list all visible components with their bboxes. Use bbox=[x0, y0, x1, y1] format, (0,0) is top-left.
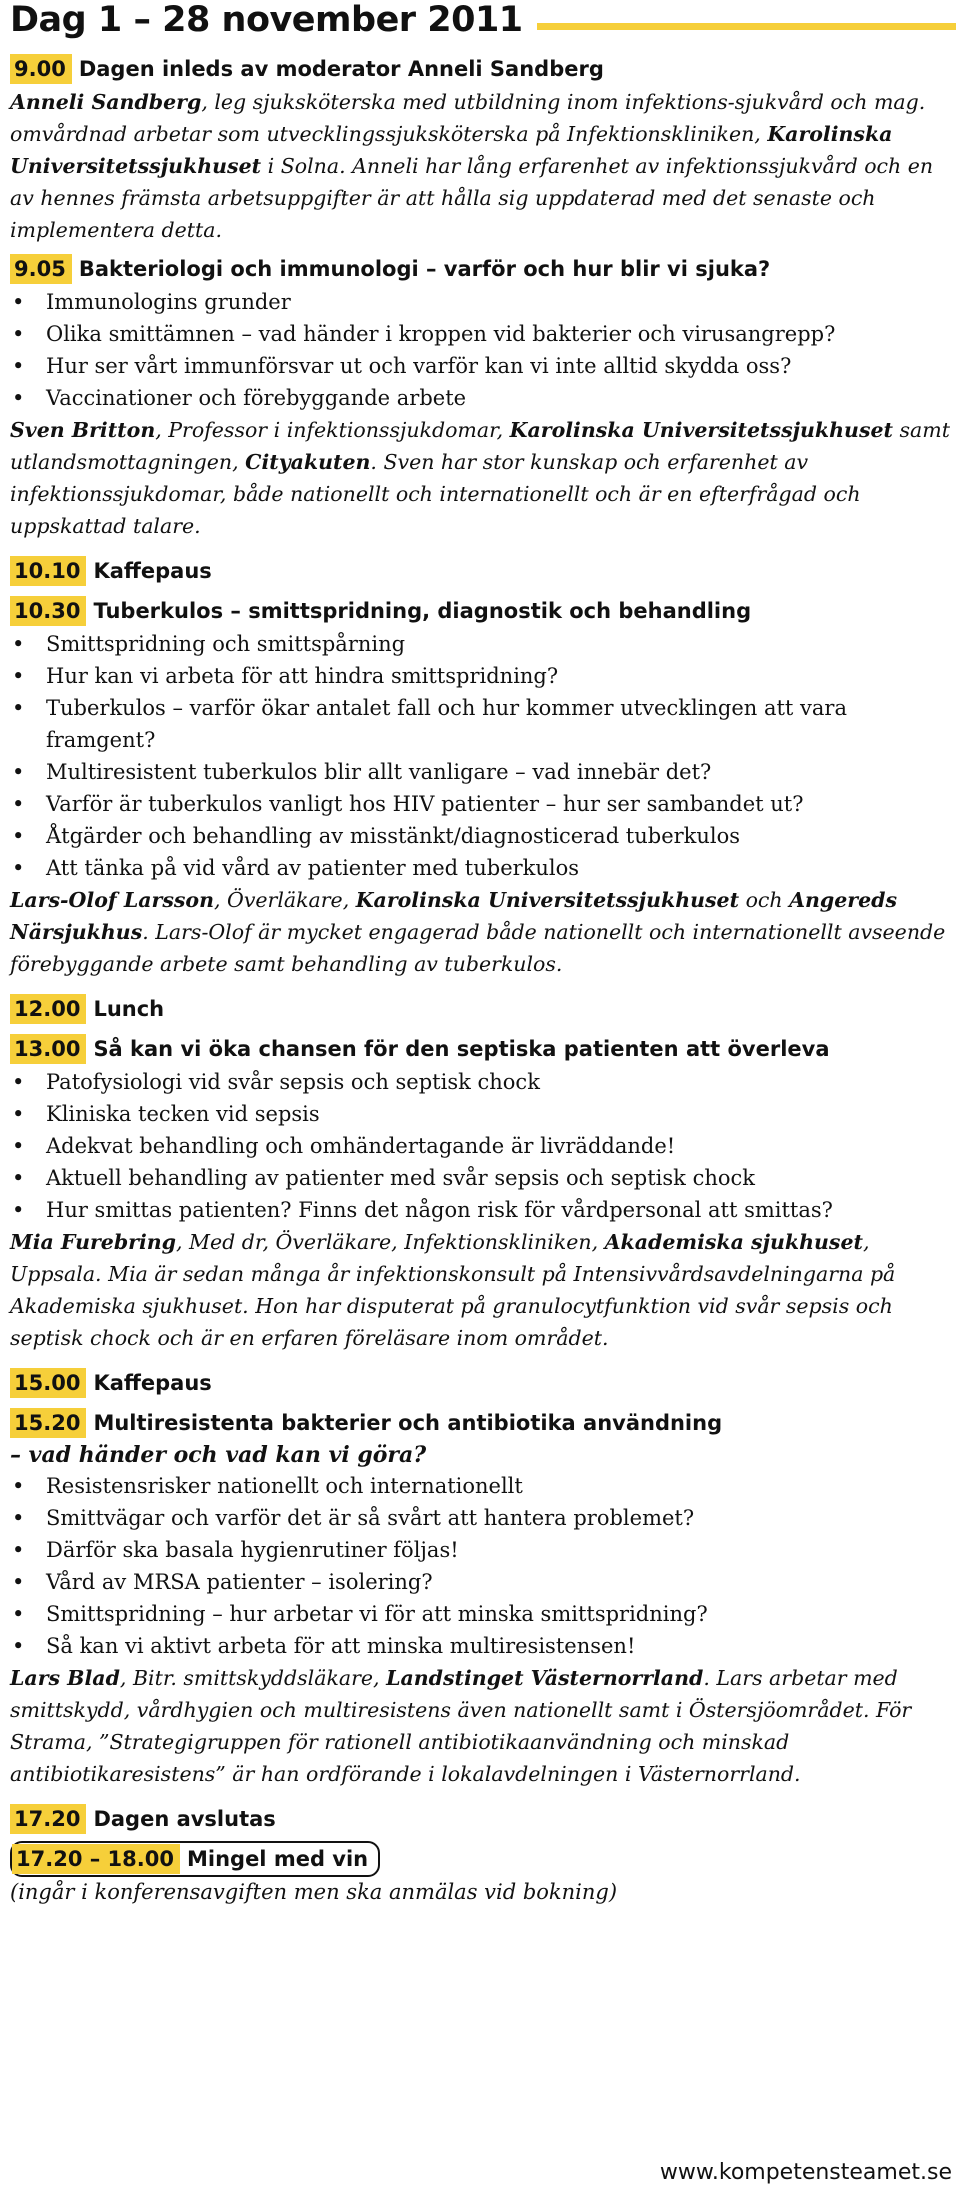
topic-item bbox=[10, 692, 956, 756]
topic-text: Patofysiologi vid svår sepsis och septisk chock bbox=[46, 1070, 540, 1094]
bullet-icon: • bbox=[12, 1602, 25, 1626]
session-header bbox=[10, 252, 956, 286]
bio-highlight: Cityakuten bbox=[245, 450, 371, 474]
bio-highlight: Landstinget Västernorrland bbox=[386, 1666, 704, 1690]
bullet-icon: • bbox=[12, 354, 25, 378]
topic-list bbox=[10, 1470, 956, 1662]
topic-item bbox=[10, 1470, 956, 1502]
session-coffee-2 bbox=[10, 1366, 956, 1400]
topic-text: Hur kan vi arbeta för att hindra smittspridning? bbox=[46, 664, 559, 688]
bio-text: . Sven har stor kunskap och erfarenhet av infektionssjukdomar, både nationellt och internationellt och är en efterfrågad och uppskattad talare. bbox=[10, 450, 861, 538]
session-title: Multiresistenta bakterier och antibiotika användning bbox=[93, 1411, 723, 1435]
topic-text: Så kan vi aktivt arbeta för att minska multiresistensen! bbox=[46, 1634, 636, 1658]
topic-item bbox=[10, 788, 956, 820]
topic-item bbox=[10, 660, 956, 692]
topic-item bbox=[10, 286, 956, 318]
bio-text: , Professor i infektionssjukdomar, bbox=[155, 418, 510, 442]
topic-item bbox=[10, 1502, 956, 1534]
bullet-icon: • bbox=[12, 792, 25, 816]
topic-text: Immunologins grunder bbox=[46, 290, 291, 314]
bullet-icon: • bbox=[12, 1134, 25, 1158]
time-badge: 15.20 bbox=[10, 1408, 86, 1438]
session-title: Tuberkulos – smittspridning, diagnostik och behandling bbox=[93, 599, 752, 623]
topic-text: Att tänka på vid vård av patienter med tuberkulos bbox=[46, 856, 580, 880]
session-header bbox=[10, 1032, 956, 1066]
bio-highlight: Karolinska Universitetssjukhuset bbox=[355, 888, 740, 912]
session-header bbox=[10, 52, 956, 86]
session-title: Så kan vi öka chansen för den septiska patienten att överleva bbox=[93, 1037, 830, 1061]
topic-item bbox=[10, 382, 956, 414]
bio-text: , Med dr, Överläkare, Infektionskliniken, bbox=[176, 1230, 605, 1254]
topic-item bbox=[10, 1162, 956, 1194]
bio-text: . Lars arbetar med smittskydd, vårdhygien och multiresistens även nationellt samt i Östersjöområdet. För Strama, ”Strategigruppen för rationell antibiotikaanvändning och minskad antibiotikaresistens” är han ordförande i lokalavdelningen i Västernorrland. bbox=[10, 1666, 912, 1786]
session-header bbox=[10, 1842, 956, 1876]
bio-text: , Bitr. smittskyddsläkare, bbox=[119, 1666, 387, 1690]
session-title: Dagen inleds av moderator Anneli Sandberg bbox=[78, 57, 604, 81]
time-badge: 9.00 bbox=[10, 54, 72, 84]
bio-text: i Solna. Anneli har lång erfarenhet av infektionssjukvård och en av hennes främsta arbetsuppgifter är att hålla sig uppdaterad med det senaste och implementera detta. bbox=[10, 154, 934, 242]
bullet-icon: • bbox=[12, 1506, 25, 1530]
topic-text: Vaccinationer och förebyggande arbete bbox=[46, 386, 467, 410]
topic-item bbox=[10, 820, 956, 852]
bio-text: , Överläkare, bbox=[213, 888, 356, 912]
bio-text: och bbox=[739, 888, 790, 912]
topic-item bbox=[10, 1098, 956, 1130]
bio-text: , Uppsala. Mia är sedan många år infektionskonsult på Intensivvårdsavdelningarna på Akademiska sjukhuset. Hon har disputerat på granulocytfunktion vid svår sepsis och septisk chock och är en erfaren föreläsare inom området. bbox=[10, 1230, 896, 1350]
bullet-icon: • bbox=[12, 824, 25, 848]
bullet-icon: • bbox=[12, 1570, 25, 1594]
session-subtitle: – vad händer och vad kan vi göra? bbox=[10, 1442, 427, 1468]
time-badge: 15.00 bbox=[10, 1368, 86, 1398]
time-badge: 17.20 bbox=[10, 1804, 86, 1834]
footer-url: www.kompetensteamet.se bbox=[659, 2160, 952, 2185]
session-sepsis bbox=[10, 1032, 956, 1354]
topic-text: Vård av MRSA patienter – isolering? bbox=[46, 1570, 433, 1594]
page-title: Dag 1 – 28 november 2011 bbox=[10, 0, 523, 40]
topic-text: Smittspridning och smittspårning bbox=[46, 632, 406, 656]
topic-text: Resistensrisker nationellt och internationellt bbox=[46, 1474, 523, 1498]
session-title: Dagen avslutas bbox=[93, 1807, 276, 1831]
bullet-icon: • bbox=[12, 1634, 25, 1658]
session-opening bbox=[10, 52, 956, 246]
speaker-bio bbox=[10, 86, 956, 246]
session-title: Kaffepaus bbox=[93, 1371, 212, 1395]
time-badge: 12.00 bbox=[10, 994, 86, 1024]
session-header bbox=[10, 554, 956, 588]
time-badge: 13.00 bbox=[10, 1034, 86, 1064]
session-title: Mingel med vin bbox=[186, 1847, 369, 1871]
bio-highlight: Mia Furebring bbox=[10, 1230, 177, 1254]
topic-list bbox=[10, 1066, 956, 1226]
bio-highlight: Anneli Sandberg bbox=[10, 90, 202, 114]
topic-text: Aktuell behandling av patienter med svår sepsis och septisk chock bbox=[46, 1166, 755, 1190]
session-tuberculosis bbox=[10, 594, 956, 980]
topic-text: Därför ska basala hygienrutiner följas! bbox=[46, 1538, 459, 1562]
session-title: Kaffepaus bbox=[93, 559, 212, 583]
topic-item bbox=[10, 1194, 956, 1226]
topic-text: Adekvat behandling och omhändertagande är livräddande! bbox=[46, 1134, 676, 1158]
speaker-bio bbox=[10, 884, 956, 980]
topic-item bbox=[10, 628, 956, 660]
topic-text: Olika smittämnen – vad händer i kroppen vid bakterier och virusangrepp? bbox=[46, 322, 836, 346]
bullet-icon: • bbox=[12, 386, 25, 410]
bullet-icon: • bbox=[12, 1102, 25, 1126]
topic-text: Hur ser vårt immunförsvar ut och varför kan vi inte alltid skydda oss? bbox=[46, 354, 792, 378]
session-title: Lunch bbox=[93, 997, 165, 1021]
session-title: Bakteriologi och immunologi – varför och hur blir vi sjuka? bbox=[78, 257, 771, 281]
bio-highlight: Karolinska Universitetssjukhuset bbox=[509, 418, 893, 442]
topic-item bbox=[10, 1566, 956, 1598]
topic-item bbox=[10, 1630, 956, 1662]
booking-note: (ingår i konferensavgiften men ska anmälas vid bokning) bbox=[10, 1880, 618, 1904]
speaker-bio bbox=[10, 414, 956, 542]
session-header bbox=[10, 992, 956, 1026]
topic-item bbox=[10, 1066, 956, 1098]
bio-text: samt utlandsmottagningen, bbox=[10, 418, 950, 474]
time-badge: 17.20 – 18.00 bbox=[12, 1844, 180, 1874]
session-header bbox=[10, 1366, 956, 1400]
title-rule bbox=[537, 23, 956, 30]
session-lunch bbox=[10, 992, 956, 1026]
time-badge: 10.30 bbox=[10, 596, 86, 626]
session-header bbox=[10, 1802, 956, 1836]
bullet-icon: • bbox=[12, 664, 25, 688]
bullet-icon: • bbox=[12, 760, 25, 784]
bullet-icon: • bbox=[12, 632, 25, 656]
topic-item bbox=[10, 756, 956, 788]
bullet-icon: • bbox=[12, 856, 25, 880]
bullet-icon: • bbox=[12, 322, 25, 346]
topic-item bbox=[10, 1598, 956, 1630]
bullet-icon: • bbox=[12, 696, 25, 720]
topic-text: Varför är tuberkulos vanligt hos HIV patienter – hur ser sambandet ut? bbox=[46, 792, 804, 816]
topic-item bbox=[10, 318, 956, 350]
session-closing bbox=[10, 1802, 956, 1836]
bullet-icon: • bbox=[12, 1198, 25, 1222]
bullet-icon: • bbox=[12, 290, 25, 314]
program-page bbox=[10, 0, 956, 1908]
bullet-icon: • bbox=[12, 1538, 25, 1562]
topic-item bbox=[10, 852, 956, 884]
topic-item bbox=[10, 1534, 956, 1566]
bio-highlight: Karolinska Universitetssjukhuset bbox=[10, 122, 893, 178]
topic-text: Tuberkulos – varför ökar antalet fall och hur kommer utvecklingen att vara framgent? bbox=[46, 696, 847, 752]
bio-text: . Lars-Olof är mycket engagerad både nationellt och internationellt avseende förebyggande arbete samt behandling av tuberkulos. bbox=[10, 920, 946, 976]
topic-text: Multiresistent tuberkulos blir allt vanligare – vad innebär det? bbox=[46, 760, 712, 784]
topic-item bbox=[10, 350, 956, 382]
bullet-icon: • bbox=[12, 1070, 25, 1094]
speaker-bio bbox=[10, 1662, 956, 1790]
time-badge: 9.05 bbox=[10, 254, 72, 284]
bio-highlight: Lars-Olof Larsson bbox=[10, 888, 214, 912]
session-mingle bbox=[10, 1842, 956, 1908]
bio-highlight: Sven Britton bbox=[10, 418, 156, 442]
topic-text: Kliniska tecken vid sepsis bbox=[46, 1102, 320, 1126]
session-header bbox=[10, 594, 956, 628]
speaker-bio bbox=[10, 1226, 956, 1354]
topic-item bbox=[10, 1130, 956, 1162]
session-multiresistant bbox=[10, 1406, 956, 1790]
session-coffee-1 bbox=[10, 554, 956, 588]
topic-text: Smittspridning – hur arbetar vi för att minska smittspridning? bbox=[46, 1602, 708, 1626]
mingle-box bbox=[10, 1841, 380, 1877]
topic-text: Smittvägar och varför det är så svårt att hantera problemet? bbox=[46, 1506, 695, 1530]
topic-text: Hur smittas patienten? Finns det någon risk för vårdpersonal att smittas? bbox=[46, 1198, 833, 1222]
topic-text: Åtgärder och behandling av misstänkt/diagnosticerad tuberkulos bbox=[46, 824, 741, 848]
bullet-icon: • bbox=[12, 1474, 25, 1498]
time-badge: 10.10 bbox=[10, 556, 86, 586]
bullet-icon: • bbox=[12, 1166, 25, 1190]
session-header bbox=[10, 1406, 956, 1440]
topic-list bbox=[10, 628, 956, 884]
topic-list bbox=[10, 286, 956, 414]
bio-highlight: Angereds Närsjukhus bbox=[10, 888, 898, 944]
bio-text: , leg sjuksköterska med utbildning inom infektions-sjukvård och mag. omvårdnad arbetar som utvecklingssjuksköterska på Infektionskliniken, bbox=[10, 90, 926, 146]
day-header bbox=[10, 0, 956, 40]
session-immunology bbox=[10, 252, 956, 542]
bio-highlight: Lars Blad bbox=[10, 1666, 120, 1690]
bio-highlight: Akademiska sjukhuset bbox=[604, 1230, 863, 1254]
